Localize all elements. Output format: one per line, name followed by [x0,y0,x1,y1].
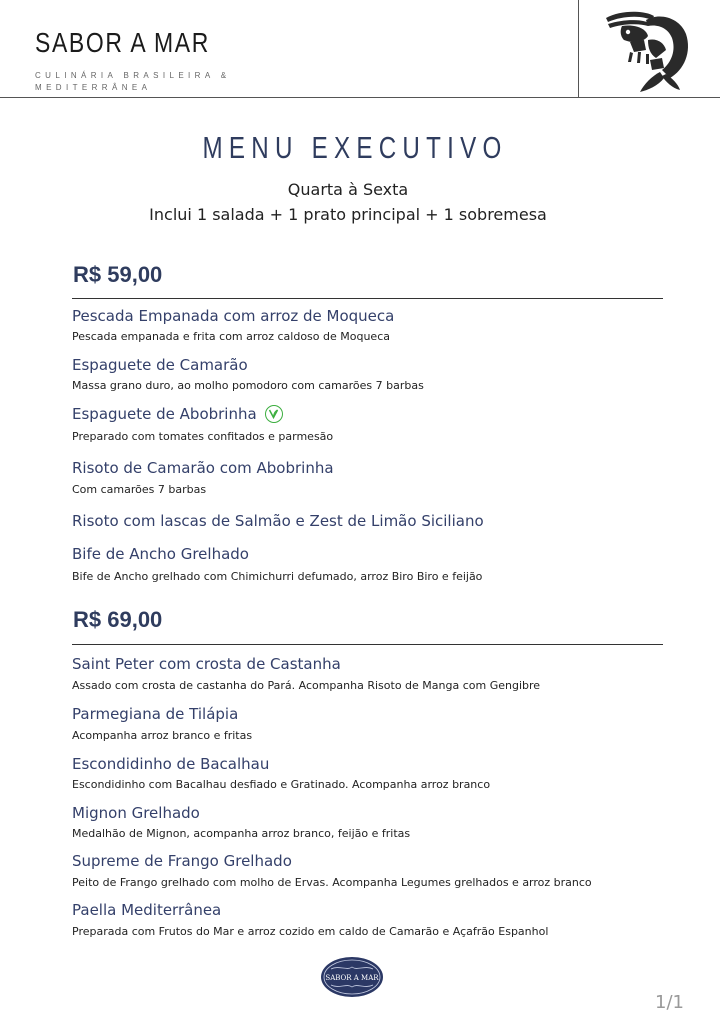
footer-logo [319,955,385,999]
menu-item-name: Risoto com lascas de Salmão e Zest de Limão Siciliano [72,512,484,530]
menu-includes: Inclui 1 salada + 1 prato principal + 1 sobremesa [149,205,547,224]
menu-item-desc: Massa grano duro, ao molho pomodoro com camarões 7 barbas [72,379,424,392]
menu-item-name: Parmegiana de Tilápia [72,705,239,723]
header [0,0,720,98]
vegetarian-icon [265,405,283,423]
menu-item-desc: Bife de Ancho grelhado com Chimichurri defumado, arroz Biro Biro e feijão [72,570,483,583]
menu-item-desc: Medalhão de Mignon, acompanha arroz branco, feijão e fritas [72,827,411,840]
brand-name: SABOR A MAR [35,27,210,58]
menu-item-desc: Preparado com tomates confitados e parmesão [72,430,334,443]
menu-item-name: Saint Peter com crosta de Castanha [72,655,341,673]
header-rule [0,97,720,98]
menu-item-name: Risoto de Camarão com Abobrinha [72,459,334,477]
menu-item-desc: Escondidinho com Bacalhau desfiado e Gratinado. Acompanha arroz branco [72,778,491,791]
menu-item-name: Mignon Grelhado [72,804,200,822]
section-rule [72,298,663,299]
menu-item-desc: Preparada com Frutos do Mar e arroz cozido em caldo de Camarão e Açafrão Espanhol [72,925,549,938]
shrimp-icon [600,6,692,92]
menu-item [72,405,283,423]
menu-item-name: Bife de Ancho Grelhado [72,545,249,563]
menu-item-name: Pescada Empanada com arroz de Moqueca [72,307,395,325]
menu-item-desc: Pescada empanada e frita com arroz caldoso de Moqueca [72,330,390,343]
brand-subtitle: CULINÁRIA BRASILEIRA & MEDITERRÂNEA [35,71,231,92]
header-divider [578,0,579,98]
menu-item-name: Escondidinho de Bacalhau [72,755,270,773]
page-number: 1/1 [655,992,684,1013]
footer-logo-text: SABOR A MAR [325,974,379,982]
menu-item-desc: Com camarões 7 barbas [72,483,207,496]
menu-days: Quarta à Sexta [287,180,409,199]
menu-item-name: Espaguete de Camarão [72,356,248,374]
section-price: R$ 59,00 [73,262,163,287]
menu-item-name: Paella Mediterrânea [72,901,222,919]
menu-item-desc: Acompanha arroz branco e fritas [72,729,253,742]
section-rule [72,644,663,645]
menu-item-desc: Assado com crosta de castanha do Pará. Acompanha Risoto de Manga com Gengibre [72,679,541,692]
menu-item-name: Espaguete de Abobrinha [72,405,257,423]
menu-title: MENU EXECUTIVO [202,130,508,165]
menu-item-name: Supreme de Frango Grelhado [72,852,292,870]
section-price: R$ 69,00 [73,607,163,632]
menu-item-desc: Peito de Frango grelhado com molho de Ervas. Acompanha Legumes grelhados e arroz branco [72,876,592,889]
